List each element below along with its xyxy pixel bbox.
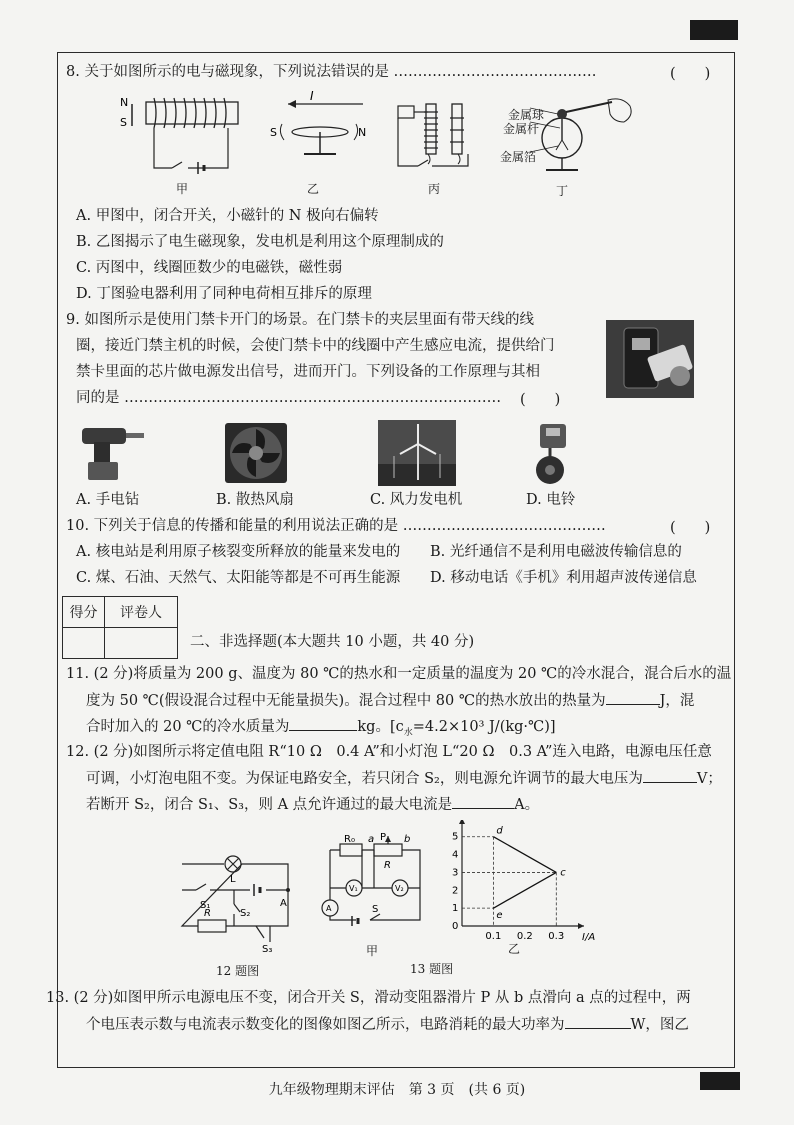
q12-blank-current[interactable] xyxy=(452,794,514,809)
q13-graph-yi xyxy=(436,820,596,952)
svg-text:b: b xyxy=(404,834,411,845)
x-axis-arrow xyxy=(578,923,584,929)
y-axis-arrow xyxy=(459,820,465,824)
yi-n-label: N xyxy=(358,126,367,139)
q13-label-jia: 甲 xyxy=(366,944,379,958)
q12-blank-voltage[interactable] xyxy=(643,768,697,783)
ding-foil-label: 金属箔 xyxy=(500,150,537,164)
q10-stem: 10. 下列关于信息的传播和能量的利用说法正确的是 …………………………………… xyxy=(66,518,606,534)
q12-line-1: 12. (2 分)如图所示将定值电阻 R“10 Ω 0.4 A”和小灯泡 L“20 Ω 0.3 A”连入电路，电源电压任意 xyxy=(66,744,712,760)
q8-label-bing: 丙 xyxy=(428,182,441,196)
ding-rod-label: 金属杆 xyxy=(503,122,540,136)
q8-option-c: C. 丙图中，线圈匝数少的电磁铁，磁性弱 xyxy=(76,260,343,276)
drill-image xyxy=(76,424,146,484)
svg-text:a: a xyxy=(368,834,375,845)
q9-line-1: 9. 如图所示是使用门禁卡开门的场景。在门禁卡的夹层里面有带天线的线 xyxy=(66,312,534,328)
charged-rod xyxy=(566,102,612,112)
y-tick-2: 2 xyxy=(452,885,459,897)
cooling-fan-image xyxy=(224,422,288,484)
point-label-e: e xyxy=(496,910,503,922)
q9-option-d: D. 电铃 xyxy=(526,492,576,508)
series-line-1 xyxy=(493,872,556,908)
y-tick-1: 1 xyxy=(452,903,459,915)
q10-option-c: C. 煤、石油、天然气、太阳能等都是不可再生能源 xyxy=(76,570,401,586)
q8-option-d: D. 丁图验电器利用了同种电荷相互排斥的原理 xyxy=(76,286,372,302)
q13-label-yi: 乙 xyxy=(508,942,521,956)
svg-text:• • xyxy=(338,88,356,89)
grader-cell[interactable] xyxy=(105,628,178,659)
q12-line-3: 若断开 S₂，闭合 S₁、S₃，则 A 点允许通过的最大电流是 A。 xyxy=(86,794,539,815)
q9-line-4: 同的是 …………………………………………………………………… xyxy=(76,390,502,406)
corner-mark-top xyxy=(690,20,738,40)
y-tick-5: 5 xyxy=(452,831,459,843)
q9-option-b: B. 散热风扇 xyxy=(216,492,294,508)
point-label-d: d xyxy=(496,825,503,837)
q8-label-jia: 甲 xyxy=(176,182,189,196)
q8-figure-bing xyxy=(388,96,478,178)
grader-header: 评卷人 xyxy=(105,597,178,628)
svg-text:R₀: R₀ xyxy=(344,834,355,845)
yi-s-label: S xyxy=(270,126,277,139)
q12-line-2: 可调，小灯泡电阻不变。为保证电路安全，若只闭合 S₂，则电源允许调节的最大电压为 V； xyxy=(86,768,722,789)
q13-circuit-jia xyxy=(316,832,436,940)
q13-figure-caption: 13 题图 xyxy=(410,962,454,976)
q8-stem: 8. 关于如图所示的电与磁现象，下列说法错误的是 …………………………………… xyxy=(66,64,597,80)
x-tick-2: 0.3 xyxy=(548,931,565,942)
q11-line-2: 度为 50 ℃(假设混合过程中无能量损失)。混合过程中 80 ℃的热水放出的热量为 J，混 xyxy=(86,690,694,711)
q8-option-b: B. 乙图揭示了电生磁现象，发电机是利用这个原理制成的 xyxy=(76,234,444,250)
graph-guides xyxy=(462,837,556,926)
svg-text:V₂: V₂ xyxy=(395,884,404,893)
q9-answer-paren: ( ) xyxy=(520,392,561,408)
access-card-photo xyxy=(606,320,694,398)
q8-label-ding: 丁 xyxy=(556,184,569,198)
q11-blank-mass[interactable] xyxy=(289,716,357,731)
point-label-c: c xyxy=(560,867,566,879)
q11-line-1: 11. (2 分)将质量为 200 g、温度为 80 ℃的热水和一定质量的温度为 20 ℃的冷水混合，混合后水的温 xyxy=(66,666,732,682)
jia-switch xyxy=(172,162,182,168)
compass-s-label: S xyxy=(120,116,127,129)
score-cell[interactable] xyxy=(63,628,105,659)
series-line-0 xyxy=(493,837,556,873)
svg-text:A: A xyxy=(326,904,332,913)
q8-figure-jia xyxy=(110,92,250,182)
x-tick-1: 0.2 xyxy=(516,931,533,942)
svg-text:R: R xyxy=(204,908,211,919)
y-tick-3: 3 xyxy=(452,867,459,879)
svg-text:S₂: S₂ xyxy=(240,908,251,919)
svg-text:V₁: V₁ xyxy=(349,884,358,893)
q12-circuit-diagram xyxy=(176,848,302,954)
svg-text:P: P xyxy=(380,832,387,843)
q10-answer-paren: ( ) xyxy=(670,520,711,536)
jia-wire xyxy=(154,128,228,168)
y-tick-4: 4 xyxy=(452,849,459,861)
q8-answer-paren: ( ) xyxy=(670,66,711,82)
iron-core xyxy=(146,102,238,124)
q10-option-b: B. 光纤通信不是利用电磁波传输信息的 xyxy=(430,544,682,560)
q8-option-a: A. 甲图中，闭合开关，小磁针的 N 极向右偏转 xyxy=(76,208,379,224)
svg-text:L: L xyxy=(230,874,236,885)
y-tick-0: 0 xyxy=(452,921,459,932)
page-footer: 九年级物理期末评估 第 3 页 (共 6 页) xyxy=(268,1082,526,1098)
svg-text:A: A xyxy=(280,898,287,909)
svg-text:S: S xyxy=(372,904,379,915)
q13-blank-power[interactable] xyxy=(565,1014,631,1029)
x-tick-0: 0.1 xyxy=(485,931,502,942)
graph-text xyxy=(452,820,595,943)
ding-ball-label: 金属球 xyxy=(508,108,545,122)
q8-label-yi: 乙 xyxy=(307,182,320,196)
q10-option-d: D. 移动电话《手机》利用超声波传递信息 xyxy=(430,570,697,586)
wind-turbine-image xyxy=(378,420,456,486)
q9-line-3: 禁卡里面的芯片做电源发出信号，进而开门。下列设备的工作原理与其相 xyxy=(76,364,540,380)
x-axis-label: I/A xyxy=(582,932,596,943)
svg-text:S₃: S₃ xyxy=(262,944,273,954)
q11-line-3: 合时加入的 20 ℃的冷水质量为 kg。[$c_水=4.2\times 10^3$ J/(kg·℃)] xyxy=(86,716,556,743)
q11-blank-heat[interactable] xyxy=(606,690,660,705)
q13-line-2: 个电压表示数与电流表示数变化的图像如图乙所示，电路消耗的最大功率为 W，图乙 xyxy=(86,1014,689,1035)
q9-option-c: C. 风力发电机 xyxy=(370,492,463,508)
q12-figure-caption: 12 题图 xyxy=(216,964,260,978)
q9-line-2: 圈，接近门禁主机的时候，会使门禁卡中的线圈中产生感应电流，提供给门 xyxy=(76,338,555,354)
q8-figure-yi xyxy=(268,88,378,170)
section-2-title: 二、非选择题(本大题共 10 小题，共 40 分) xyxy=(190,634,475,650)
score-table xyxy=(62,596,178,659)
electric-bell-image xyxy=(526,420,576,486)
q13-line-1: 13. (2 分)如图甲所示电源电压不变，闭合开关 S，滑动变阻器滑片 P 从 b 点滑向 a 点的过程中，两 xyxy=(46,990,691,1006)
svg-text:R: R xyxy=(384,860,391,871)
q10-option-a: A. 核电站是利用原子核裂变所释放的能量来发电的 xyxy=(76,544,401,560)
electromagnet-coils xyxy=(424,104,464,154)
svg-text:S₁: S₁ xyxy=(200,900,211,911)
current-label: I xyxy=(310,89,314,103)
compass-n-label: N xyxy=(120,96,129,109)
q9-option-a: A. 手电钻 xyxy=(76,492,140,508)
score-header: 得分 xyxy=(63,597,105,628)
